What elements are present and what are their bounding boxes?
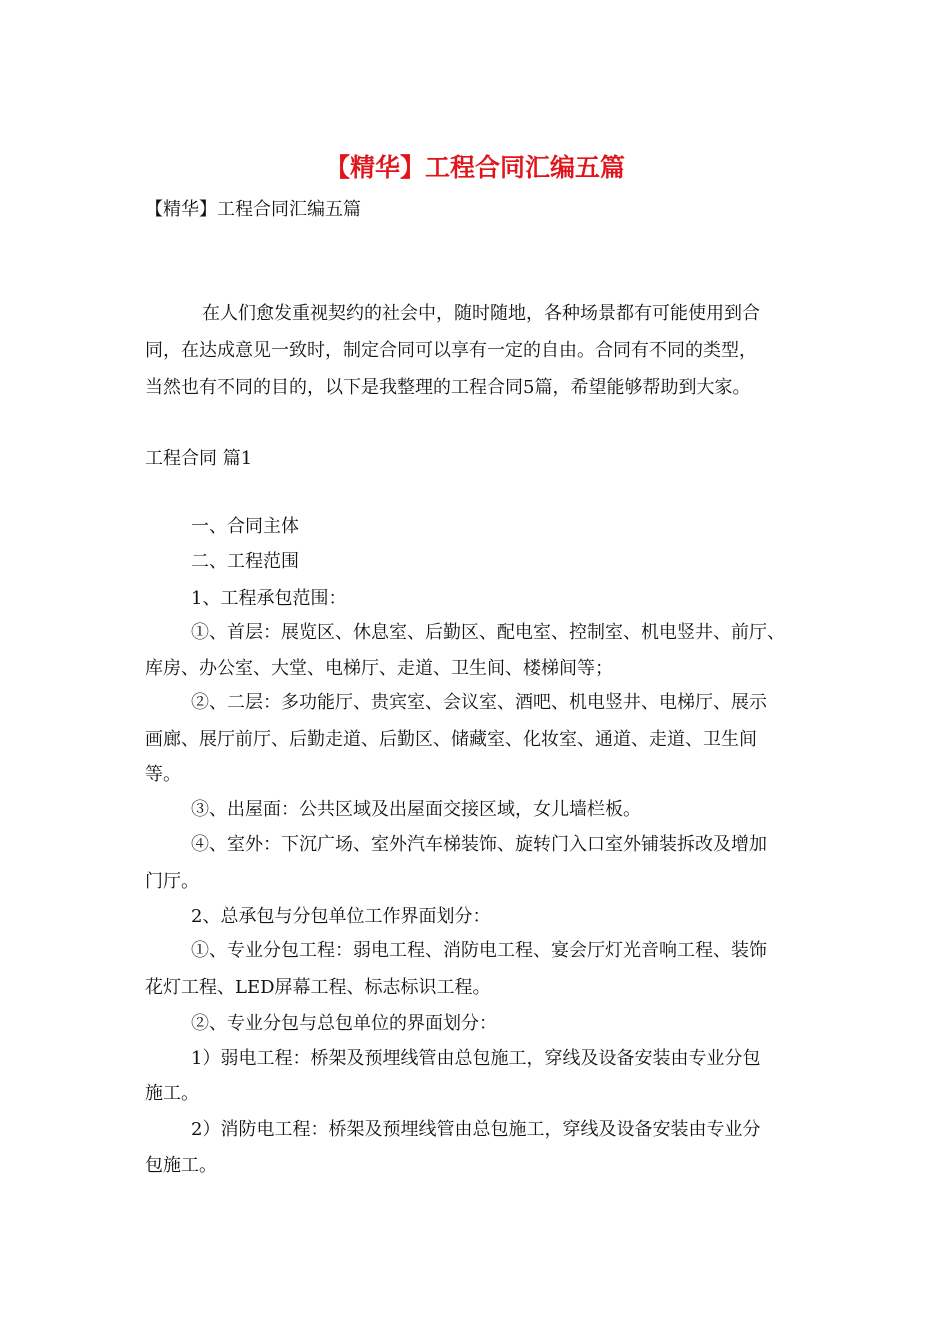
body-line: 2、总承包与分包单位工作界面划分： [191,906,491,927]
body-line: 库房、办公室、大堂、电梯厅、走道、卫生间、楼梯间等； [145,658,613,679]
document-title: 【精华】工程合同汇编五篇 [324,153,625,182]
body-line: 门厅。 [145,871,199,892]
body-line: ②、专业分包与总包单位的界面划分： [191,1013,497,1034]
body-line: 施工。 [145,1083,199,1104]
body-line: 一、合同主体 [191,516,299,537]
intro-line: 当然也有不同的目的，以下是我整理的工程合同5篇，希望能够帮助到大家。 [145,377,751,398]
section-heading: 工程合同 篇1 [145,448,253,469]
body-line: 画廊、展厅前厅、后勤走道、后勤区、储藏室、化妆室、通道、走道、卫生间 [145,729,757,750]
body-line: ②、二层：多功能厅、贵宾室、会议室、酒吧、机电竖井、电梯厅、展示 [191,692,767,713]
body-line: 2）消防电工程：桥架及预埋线管由总包施工，穿线及设备安装由专业分 [191,1119,761,1140]
body-line: 二、工程范围 [191,551,299,572]
body-line: 等。 [145,764,181,785]
body-line: 包施工。 [145,1155,217,1176]
body-line: ①、专业分包工程：弱电工程、消防电工程、宴会厅灯光音响工程、装饰 [191,940,767,961]
body-line: ④、室外：下沉广场、室外汽车梯装饰、旋转门入口室外铺装拆改及增加 [191,834,767,855]
body-line: ①、首层：展览区、休息室、后勤区、配电室、控制室、机电竖井、前厅、 [191,622,785,643]
body-line: 花灯工程、LED屏幕工程、标志标识工程。 [145,977,491,998]
body-line: 1、工程承包范围： [191,588,347,609]
intro-line: 在人们愈发重视契约的社会中，随时随地，各种场景都有可能使用到合 [202,303,760,324]
body-line: ③、出屋面：公共区域及出屋面交接区域，女儿墙栏板。 [191,799,641,820]
intro-line: 同，在达成意见一致时，制定合同可以享有一定的自由。合同有不同的类型， [145,340,757,361]
body-line: 1）弱电工程：桥架及预埋线管由总包施工，穿线及设备安装由专业分包 [191,1048,761,1069]
document-subtitle: 【精华】工程合同汇编五篇 [145,199,361,220]
